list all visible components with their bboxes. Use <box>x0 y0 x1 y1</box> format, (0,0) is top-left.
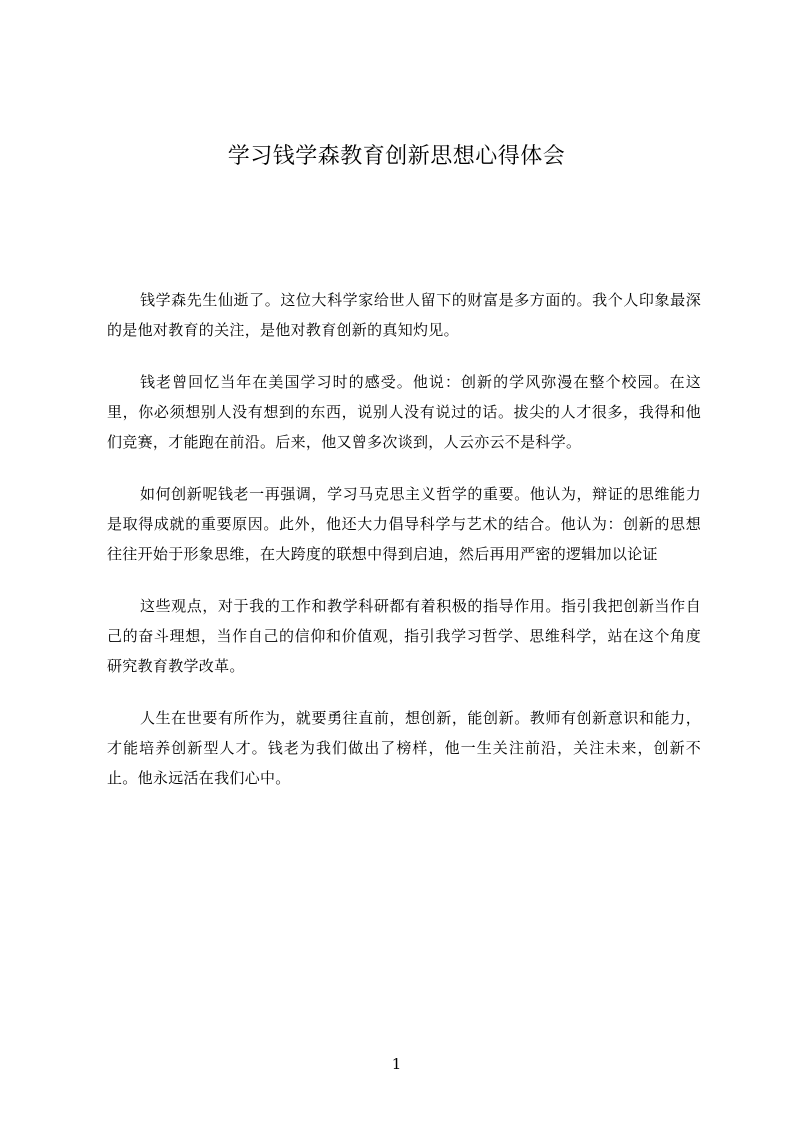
paragraph-5: 人生在世要有所作为，就要勇往直前，想创新，能创新。教师有创新意识和能力，才能培养创新型人才。钱老为我们做出了榜样，他一生关注前沿，关注未来，创新不止。他永远活在我们心中。 <box>107 709 701 787</box>
document-title: 学习钱学森教育创新思想心得体会 <box>227 144 566 169</box>
paragraph-3: 如何创新呢钱老一再强调，学习马克思主义哲学的重要。他认为，辩证的思维能力是取得成就的重要原因。此外，他还大力倡导科学与艺术的结合。他认为：创新的思想往往开始于形象思维，在大跨度的联想中得到启迪，然后再用严密的逻辑加以论证 <box>107 485 701 563</box>
page-number: 1 <box>391 1055 402 1073</box>
paragraph-1: 钱学森先生仙逝了。这位大科学家给世人留下的财富是多方面的。我个人印象最深的是他对教育的关注，是他对教育创新的真知灼见。 <box>107 291 701 339</box>
document-body <box>107 285 701 815</box>
paragraph-4: 这些观点，对于我的工作和教学科研都有着积极的指导作用。指引我把创新当作自己的奋斗理想，当作自己的信仰和价值观，指引我学习哲学、思维科学，站在这个角度研究教育教学改革。 <box>107 597 701 675</box>
paragraph-2: 钱老曾回忆当年在美国学习时的感受。他说：创新的学风弥漫在整个校园。在这里，你必须想别人没有想到的东西，说别人没有说过的话。拔尖的人才很多，我得和他们竞赛，才能跑在前沿。后来，他又曾多次谈到，人云亦云不是科学。 <box>107 373 701 451</box>
